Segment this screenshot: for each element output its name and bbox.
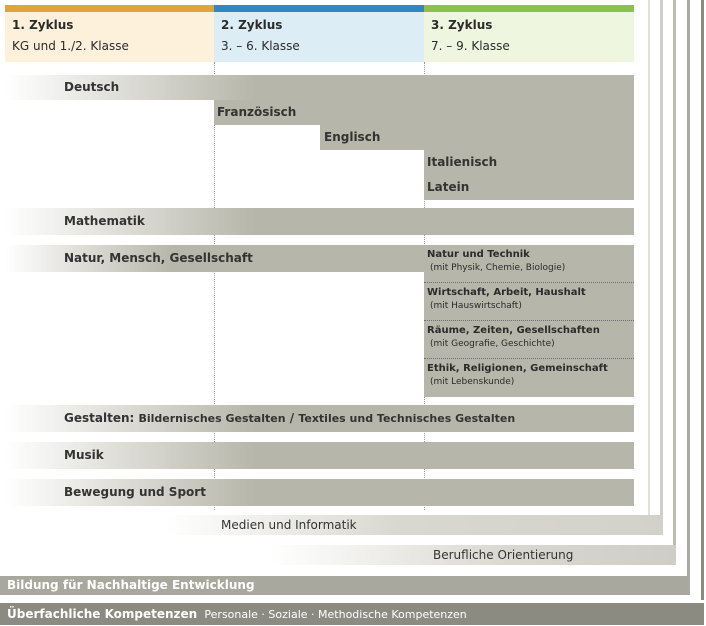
subject-mathematik-label: Mathematik — [64, 214, 145, 228]
subject-sport-label: Bewegung und Sport — [64, 485, 206, 499]
subject-deutsch — [5, 75, 634, 100]
cycle-1-title: 1. Zyklus — [12, 18, 74, 32]
cycle-3-bar — [424, 5, 634, 12]
subject-franzoesisch — [214, 100, 634, 125]
cycle-1-subtitle: KG und 1./2. Klasse — [12, 39, 129, 53]
subject-englisch-label: Englisch — [324, 130, 381, 144]
nmg-subject-wah-sub: (mit Hauswirtschaft) — [430, 301, 522, 311]
subject-deutsch-label: Deutsch — [64, 80, 120, 94]
subject-franzoesisch-label: Französisch — [217, 105, 297, 119]
ueberfachliche-kompetenzen — [0, 603, 704, 625]
subject-nmg-label: Natur, Mensch, Gesellschaft — [64, 251, 253, 265]
subject-musik — [5, 442, 634, 469]
ueberfachliche-title: Überfachliche Kompetenzen — [7, 607, 198, 621]
transversal-bne — [0, 576, 690, 595]
cycle-1-bar — [5, 5, 214, 12]
subject-italienisch — [424, 150, 634, 175]
nmg-subject-rzg-title: Räume, Zeiten, Gesellschaften — [427, 325, 600, 336]
subject-latein — [424, 175, 634, 200]
subject-sport — [5, 479, 634, 506]
nmg-subject-nt — [424, 245, 634, 283]
cycle-2-subtitle: 3. – 6. Klasse — [221, 39, 300, 53]
subject-musik-label: Musik — [64, 448, 104, 462]
cycle-3-title: 3. Zyklus — [431, 18, 493, 32]
cycle-3-header — [424, 5, 634, 62]
ueberfachliche-sub: Personale · Soziale · Methodische Kompetenzen — [204, 608, 467, 621]
subject-mathematik — [5, 208, 634, 235]
transversal-medien — [0, 515, 663, 535]
subject-nmg — [5, 245, 424, 272]
subject-gestalten-label: Gestalten: — [64, 411, 135, 425]
transversal-berufliche-label: Berufliche Orientierung — [433, 548, 574, 562]
transversal-bne-label: Bildung für Nachhaltige Entwicklung — [7, 578, 255, 592]
subject-latein-label: Latein — [427, 180, 470, 194]
transversal-berufliche — [0, 545, 676, 565]
cycle-3-subtitle: 7. – 9. Klasse — [431, 39, 510, 53]
subject-italienisch-label: Italienisch — [427, 155, 498, 169]
nmg-subject-rzg — [424, 321, 634, 359]
subject-gestalten-sep: / — [289, 411, 295, 425]
nmg-subject-erg-title: Ethik, Religionen, Gemeinschaft — [427, 363, 608, 374]
nmg-subject-wah-title: Wirtschaft, Arbeit, Haushalt — [427, 287, 586, 298]
subject-englisch — [320, 125, 634, 150]
transversal-medien-label: Medien und Informatik — [221, 518, 357, 532]
nmg-subject-erg — [424, 359, 634, 397]
cycle-1-header — [5, 5, 214, 62]
nmg-subject-nt-sub: (mit Physik, Chemie, Biologie) — [430, 263, 566, 273]
nmg-subject-nt-title: Natur und Technik — [427, 249, 530, 260]
subject-gestalten — [5, 405, 634, 432]
subject-gestalten-bg: Bildernisches Gestalten — [138, 412, 286, 425]
nmg-subject-wah — [424, 283, 634, 321]
nmg-subject-erg-sub: (mit Lebenskunde) — [430, 377, 515, 387]
subject-gestalten-ttg: Textiles und Technisches Gestalten — [298, 412, 516, 425]
cycle-2-title: 2. Zyklus — [221, 18, 283, 32]
nmg-subject-rzg-sub: (mit Geografie, Geschichte) — [430, 339, 555, 349]
cycle-2-header — [214, 5, 424, 62]
cycle-2-bar — [214, 5, 424, 12]
